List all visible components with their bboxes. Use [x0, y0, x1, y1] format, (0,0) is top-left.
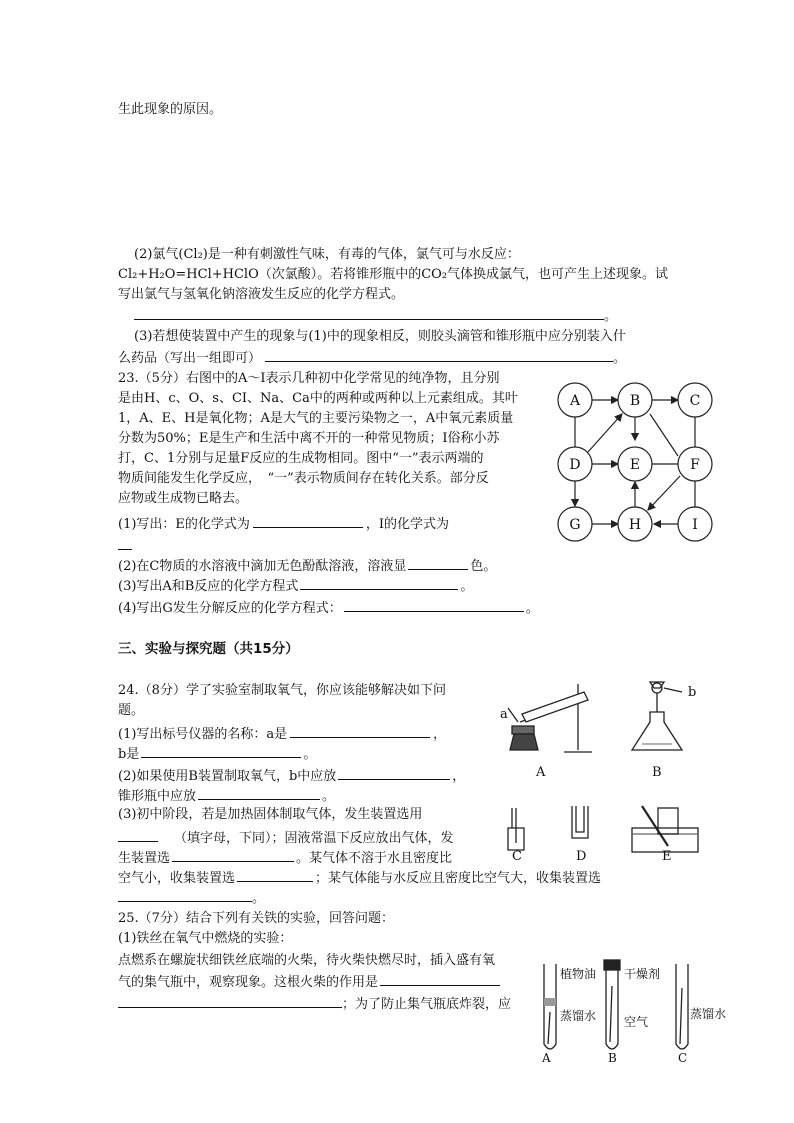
label-A: A [536, 765, 546, 780]
q24-question3-e: 。 [118, 888, 265, 908]
answer-blank[interactable] [408, 556, 468, 570]
q23-line6: 物质间能发生化学反应， “一”表示物质间存在转化关系。部分反 [118, 471, 489, 486]
q22-reason-line: 生此现象的原因。 [118, 102, 223, 117]
node-label-a: A [569, 393, 581, 409]
q25-line5: ；为了防止集气瓶底炸裂，应 [118, 994, 511, 1014]
q24-line1: 24.（8分）学了实验室制取氧气，你应该能够解决如下问 [118, 683, 446, 698]
q25-line2: (1)铁丝在氧气中燃烧的实验： [118, 931, 293, 946]
answer-blank[interactable] [237, 868, 313, 882]
node-label-d: D [569, 457, 581, 473]
answer-blank[interactable] [290, 724, 430, 738]
label-water-c: 蒸馏水 [690, 1007, 727, 1021]
label-air: 空气 [624, 1015, 649, 1029]
section-title: 三、实验与探究题（共15分） [118, 641, 299, 657]
label-oil: 植物油 [560, 967, 597, 981]
answer-blank[interactable] [380, 972, 500, 986]
answer-blank[interactable] [253, 514, 363, 528]
q24-question3-d: 空气小，收集装置选 ；某气体能与水反应且密度比空气大，收集装置选 [118, 868, 601, 888]
node-label-c: C [689, 393, 701, 409]
answer-blank[interactable] [118, 536, 132, 550]
q24-question1-b: b是 。 [118, 744, 316, 764]
q23-question3: (3)写出A和B反应的化学方程式 。 [118, 576, 473, 596]
label-water-a: 蒸馏水 [560, 1009, 597, 1023]
q22-part3-line2: 么药品（写出一组即可） 。 [118, 348, 626, 368]
answer-blank[interactable] [300, 576, 458, 590]
node-label-f: F [690, 457, 700, 473]
label-b: b [688, 685, 697, 700]
label-E: E [662, 849, 672, 862]
answer-blank[interactable] [118, 888, 252, 902]
q22-part3-line1: (3)若想使装置中产生的现象与(1)中的现象相反，则胶头滴管和锥形瓶中应分别装入什 [134, 329, 626, 344]
q25-line3: 点燃系在螺旋状细铁丝底端的火柴，待火柴快燃尽时，插入盛有氧 [118, 953, 496, 968]
q23-line5: 打，C、1分别与足量F反应的生成物相同。图中“一”表示两端的 [118, 451, 484, 466]
q24-question3: (3)初中阶段，若是加热固体制取气体，发生装置选用 [118, 807, 423, 822]
answer-blank[interactable] [344, 598, 524, 612]
q23-line3: 1，A、E、H是氧化物；A是大气的主要污染物之一，A中氧元素质量 [118, 411, 514, 426]
answer-blank[interactable] [338, 766, 450, 780]
q23-relation-diagram [552, 376, 718, 552]
label-desiccant: 干燥剂 [624, 967, 661, 981]
q24-question3-b: （填字母，下同）；固液常温下反应放出气体，发 [118, 828, 454, 848]
label-tube-B: B [608, 1051, 617, 1064]
q25-line4: 气的集气瓶中，观察现象。这根火柴的作用是 [118, 972, 500, 992]
answer-blank[interactable] [198, 786, 320, 800]
q23-line1: 23.（5分）右图中的A～I表示几种初中化学常见的纯净物，且分别 [118, 371, 500, 386]
q23-line4: 分数为50%；E是生产和生活中离不开的一种常见物质；I俗称小苏 [118, 431, 500, 446]
q24-question2: (2)如果使用B装置制取氧气，b中应放 ， [118, 766, 465, 786]
label-tube-A: A [542, 1051, 551, 1064]
label-D: D [576, 849, 587, 862]
q23-question1-cont [118, 536, 132, 556]
label-C: C [512, 849, 522, 862]
answer-blank[interactable] [265, 348, 613, 362]
node-label-e: E [629, 457, 641, 473]
q23-question2: (2)在C物质的水溶液中滴加无色酚酞溶液，溶液显 色。 [118, 556, 496, 576]
answer-blank[interactable] [134, 306, 604, 320]
label-tube-C: C [678, 1051, 688, 1064]
label-a: a [500, 707, 508, 722]
answer-blank[interactable] [172, 848, 294, 862]
node-label-g: G [569, 517, 581, 533]
q24-question3-c: 生装置选 。某气体不溶于水且密度比 [118, 848, 452, 868]
q23-question1: (1)写出：E的化学式为 ，I的化学式为 [118, 514, 449, 534]
q25-line1: 25.（7分）结合下列有关铁的实验，回答问题： [118, 911, 394, 926]
answer-blank[interactable] [118, 994, 342, 1008]
q23-line7: 应物或生成物已略去。 [118, 491, 249, 506]
node-label-b: B [629, 393, 641, 409]
q24-apparatus-figure [492, 678, 712, 862]
label-B: B [652, 765, 662, 780]
q22-part2-line2: Cl₂+H₂O=HCl+HClO（次氯酸）。若将锥形瓶中的CO₂气体换成氯气，也可产生上述现象。试 [118, 267, 669, 282]
q25-test-tubes-figure [538, 958, 734, 1064]
q23-line2: 是由H、c、O、s、CI、Na、Ca中的两种或两种以上元素组成。其叶 [118, 391, 518, 406]
q24-question1: (1)写出标号仪器的名称：a是 ， [118, 724, 446, 744]
q23-question4: (4)写出G发生分解反应的化学方程式： 。 [118, 598, 539, 618]
q22-part2-line3: 写出氯气与氢氧化钠溶液发生反应的化学方程式。 [118, 287, 405, 302]
q24-question2-b: 锥形瓶中应放 。 [118, 786, 335, 806]
q24-line2: 题。 [118, 703, 145, 718]
answer-blank[interactable] [118, 828, 158, 842]
node-label-h: H [628, 517, 642, 533]
q22-part2-answer: 。 [134, 306, 617, 326]
node-label-i: I [692, 517, 698, 533]
q22-part2-line1: (2)氯气(Cl₂)是一种有刺激性气味，有毒的气体，氯气可与水反应： [134, 247, 520, 262]
answer-blank[interactable] [141, 744, 301, 758]
